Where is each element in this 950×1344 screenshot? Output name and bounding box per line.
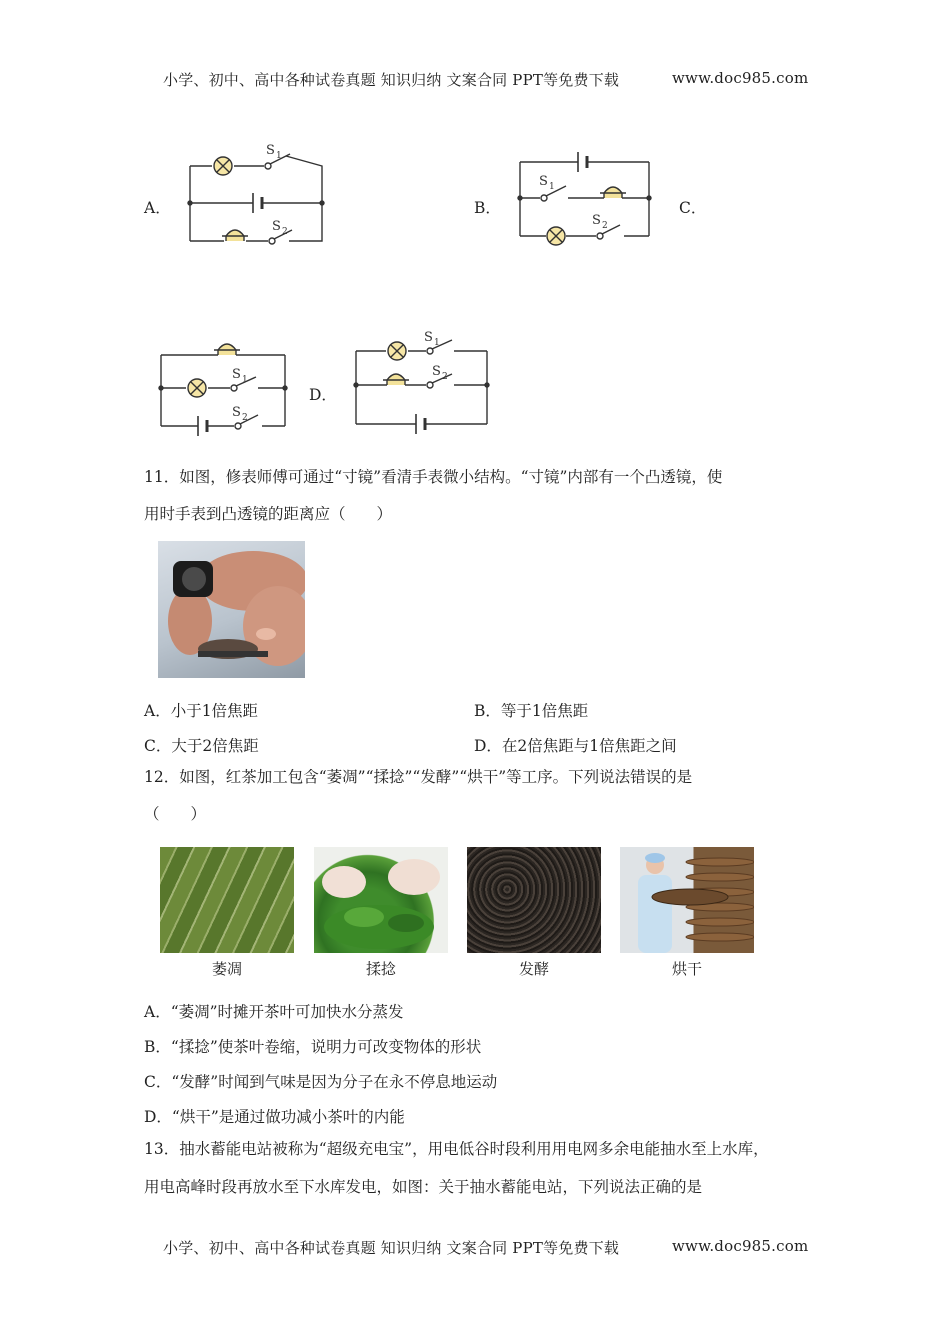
svg-text:S: S bbox=[232, 367, 241, 382]
header-text: 小学、初中、高中各种试卷真题 知识归纳 文案合同 PPT等免费下载 bbox=[163, 71, 620, 89]
svg-text:S: S bbox=[592, 213, 601, 228]
svg-text:S: S bbox=[432, 364, 441, 379]
q12-option-c: C．“发酵”时闻到气味是因为分子在永不停息地运动 bbox=[144, 1073, 498, 1091]
svg-text:2: 2 bbox=[282, 227, 288, 237]
header-url: www.doc985.com bbox=[672, 69, 809, 87]
footer-url: www.doc985.com bbox=[672, 1237, 809, 1255]
q13-line1: 13．抽水蓄能电站被称为“超级充电宝”，用电低谷时段利用用电网多余电能抽水至上水库， bbox=[144, 1140, 769, 1158]
option-c-label: C． bbox=[679, 199, 707, 217]
q11-line2: 用时手表到凸透镜的距离应（ ） bbox=[144, 505, 393, 523]
option-d-label: D． bbox=[309, 386, 337, 404]
q11-line1: 11．如图，修表师傅可通过“寸镜”看清手表微小结构。“寸镜”内部有一个凸透镜，使 bbox=[144, 468, 723, 486]
circuit-b bbox=[518, 152, 651, 239]
q11-option-b: B．等于1倍焦距 bbox=[474, 702, 589, 720]
option-a-label: A． bbox=[144, 199, 171, 217]
caption-rolling: 揉捻 bbox=[365, 960, 396, 978]
svg-text:1: 1 bbox=[549, 182, 555, 192]
svg-text:S: S bbox=[539, 174, 548, 189]
circuit-diagrams bbox=[0, 0, 950, 450]
rolling-photo bbox=[314, 847, 448, 953]
circuit-a bbox=[188, 154, 324, 244]
drying-photo bbox=[620, 847, 754, 953]
svg-text:2: 2 bbox=[242, 413, 248, 423]
q11-option-c: C．大于2倍焦距 bbox=[144, 737, 259, 755]
svg-text:1: 1 bbox=[276, 151, 282, 161]
caption-withering: 萎凋 bbox=[211, 960, 242, 978]
q12-option-d: D．“烘干”是通过做功减小茶叶的内能 bbox=[144, 1108, 405, 1126]
q13-line2: 用电高峰时段再放水至下水库发电，如图：关于抽水蓄能电站，下列说法正确的是 bbox=[144, 1178, 703, 1196]
q12-line1: 12．如图，红茶加工包含“萎凋”“揉捻”“发酵”“烘干”等工序。下列说法错误的是 bbox=[144, 768, 693, 786]
q12-line2: （ ） bbox=[144, 805, 207, 823]
q12-option-b: B．“揉捻”使茶叶卷缩，说明力可改变物体的形状 bbox=[144, 1038, 482, 1056]
watch-repair-photo bbox=[158, 541, 305, 678]
q11-option-a: A．小于1倍焦距 bbox=[144, 702, 259, 720]
caption-drying: 烘干 bbox=[671, 960, 702, 978]
svg-text:S: S bbox=[424, 330, 433, 345]
option-b-label: B． bbox=[474, 199, 501, 217]
caption-fermenting: 发酵 bbox=[518, 960, 549, 978]
circuit-c bbox=[159, 344, 287, 436]
svg-text:2: 2 bbox=[442, 372, 448, 382]
svg-text:2: 2 bbox=[602, 221, 608, 231]
fermenting-photo bbox=[467, 847, 601, 953]
svg-text:1: 1 bbox=[242, 375, 248, 385]
circuit-d bbox=[354, 340, 489, 434]
switch-s1-label: S bbox=[266, 143, 275, 158]
withering-photo bbox=[160, 847, 294, 953]
q11-option-d: D．在2倍焦距与1倍焦距之间 bbox=[474, 737, 677, 755]
footer-text: 小学、初中、高中各种试卷真题 知识归纳 文案合同 PPT等免费下载 bbox=[163, 1239, 620, 1257]
svg-text:1: 1 bbox=[434, 338, 440, 348]
switch-s2-label: S bbox=[272, 219, 281, 234]
q12-option-a: A．“萎凋”时摊开茶叶可加快水分蒸发 bbox=[144, 1003, 404, 1021]
svg-text:S: S bbox=[232, 405, 241, 420]
